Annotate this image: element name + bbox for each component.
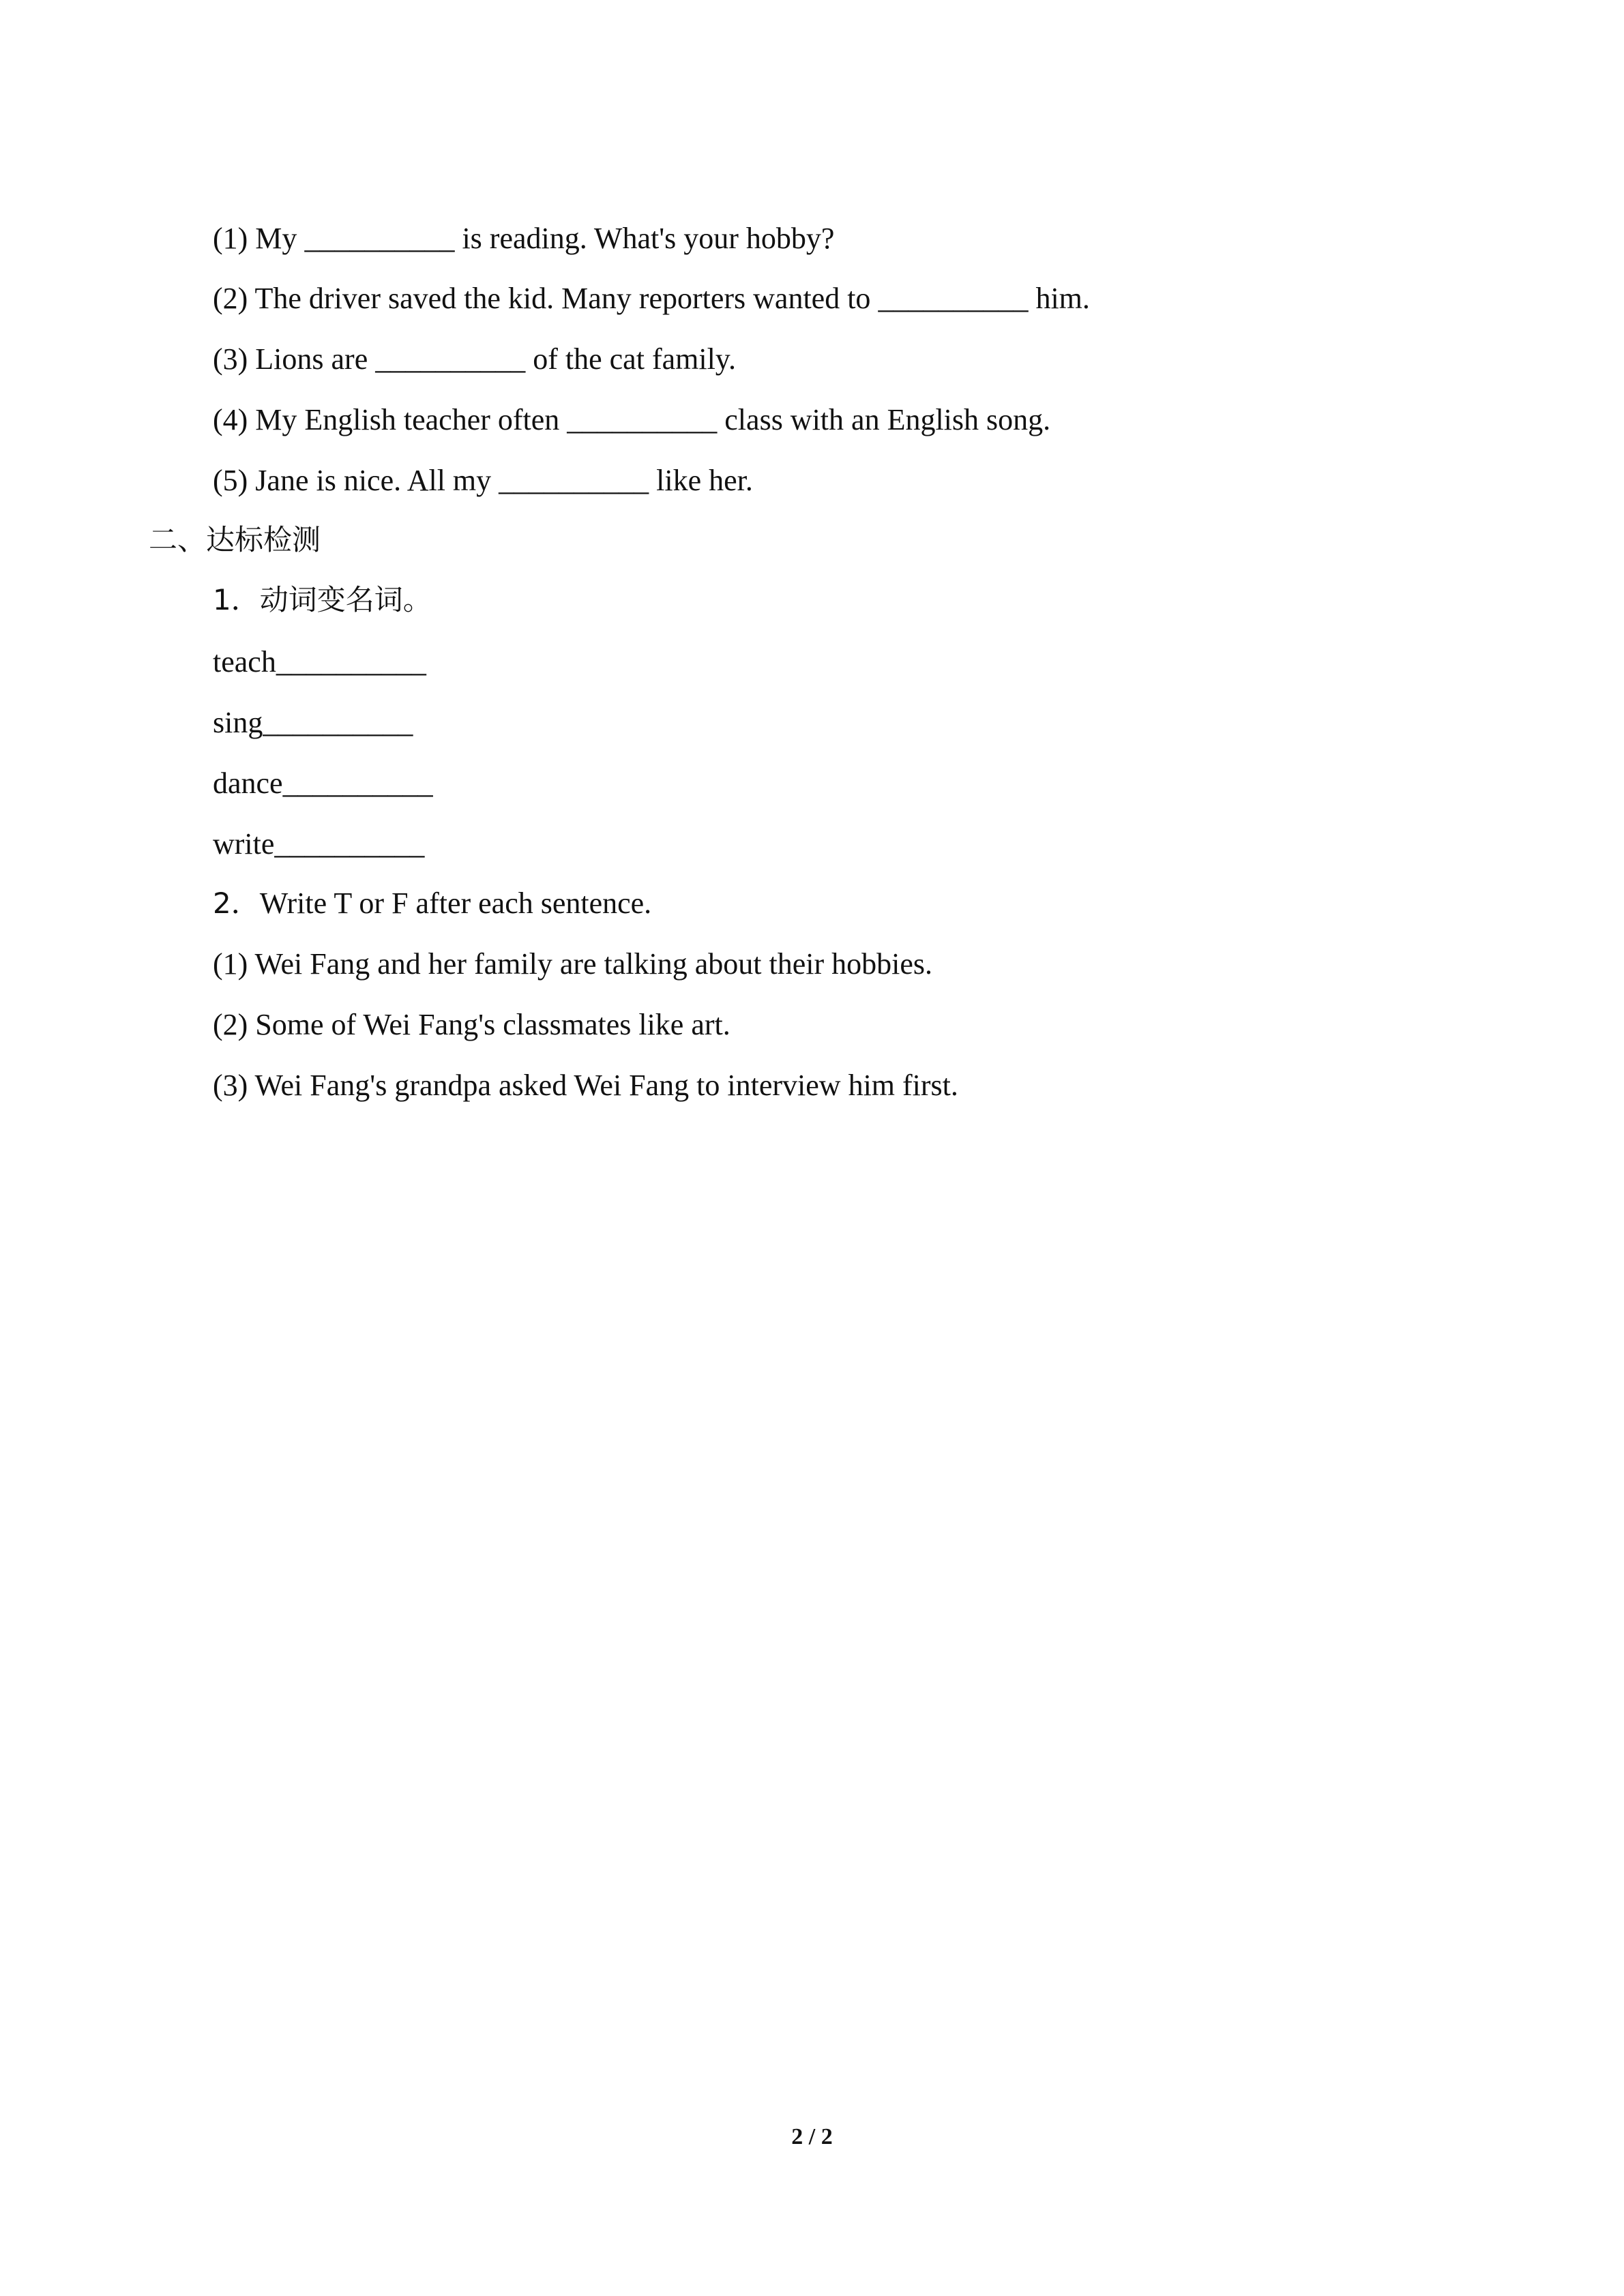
tf-sentence-2: (2) Some of Wei Fang's classmates like art.	[213, 1008, 730, 1041]
item-text: is reading. What's your hobby?	[454, 222, 835, 255]
item-text: (3) Lions are	[213, 342, 376, 376]
item-text: (1) My	[213, 222, 305, 255]
tf-sentence-3: (3) Wei Fang's grandpa asked Wei Fang to interview him first.	[213, 1069, 958, 1102]
word-item-dance	[213, 763, 433, 804]
word-item-write	[213, 824, 424, 865]
fill-blank-item-4	[213, 400, 1050, 441]
item-text: him.	[1028, 282, 1090, 315]
item-text: (4) My English teacher often	[213, 403, 567, 436]
answer-blank: __________	[263, 706, 413, 739]
answer-blank: __________	[276, 645, 426, 679]
answer-blank: __________	[274, 827, 425, 861]
item-text: of the cat family.	[525, 342, 736, 376]
word-item-sing	[213, 702, 413, 743]
item-text: (5) Jane is nice. All my	[213, 464, 499, 497]
fill-blank-item-1	[213, 218, 834, 259]
answer-blank: __________	[878, 282, 1029, 315]
word-text: sing	[213, 706, 263, 739]
page-number: 2 / 2	[791, 2124, 833, 2149]
answer-blank: __________	[282, 766, 433, 800]
item-text: like her.	[649, 464, 753, 497]
fill-blank-item-3	[213, 339, 736, 380]
tf-sentence-1: (1) Wei Fang and her family are talking about their hobbies.	[213, 947, 933, 981]
answer-blank: __________	[375, 342, 526, 376]
word-item-teach	[213, 642, 426, 683]
part-instruction: Write T or F after each sentence.	[259, 886, 652, 920]
fill-blank-item-2	[213, 278, 1090, 319]
answer-blank: __________	[304, 222, 455, 255]
item-text: class with an English song.	[717, 403, 1051, 436]
part-number: 2．	[213, 886, 260, 920]
word-text: dance	[213, 766, 283, 800]
fill-blank-item-5	[213, 460, 753, 501]
answer-blank: __________	[499, 464, 649, 497]
section-heading: 二、达标检测	[149, 523, 321, 556]
item-text: (2) The driver saved the kid. Many reporters wanted to	[213, 282, 879, 315]
word-text: write	[213, 827, 275, 861]
answer-blank: __________	[567, 403, 718, 436]
word-text: teach	[213, 645, 276, 679]
part-1-title: 1．动词变名词。	[213, 583, 432, 616]
part-2-title	[213, 883, 651, 924]
